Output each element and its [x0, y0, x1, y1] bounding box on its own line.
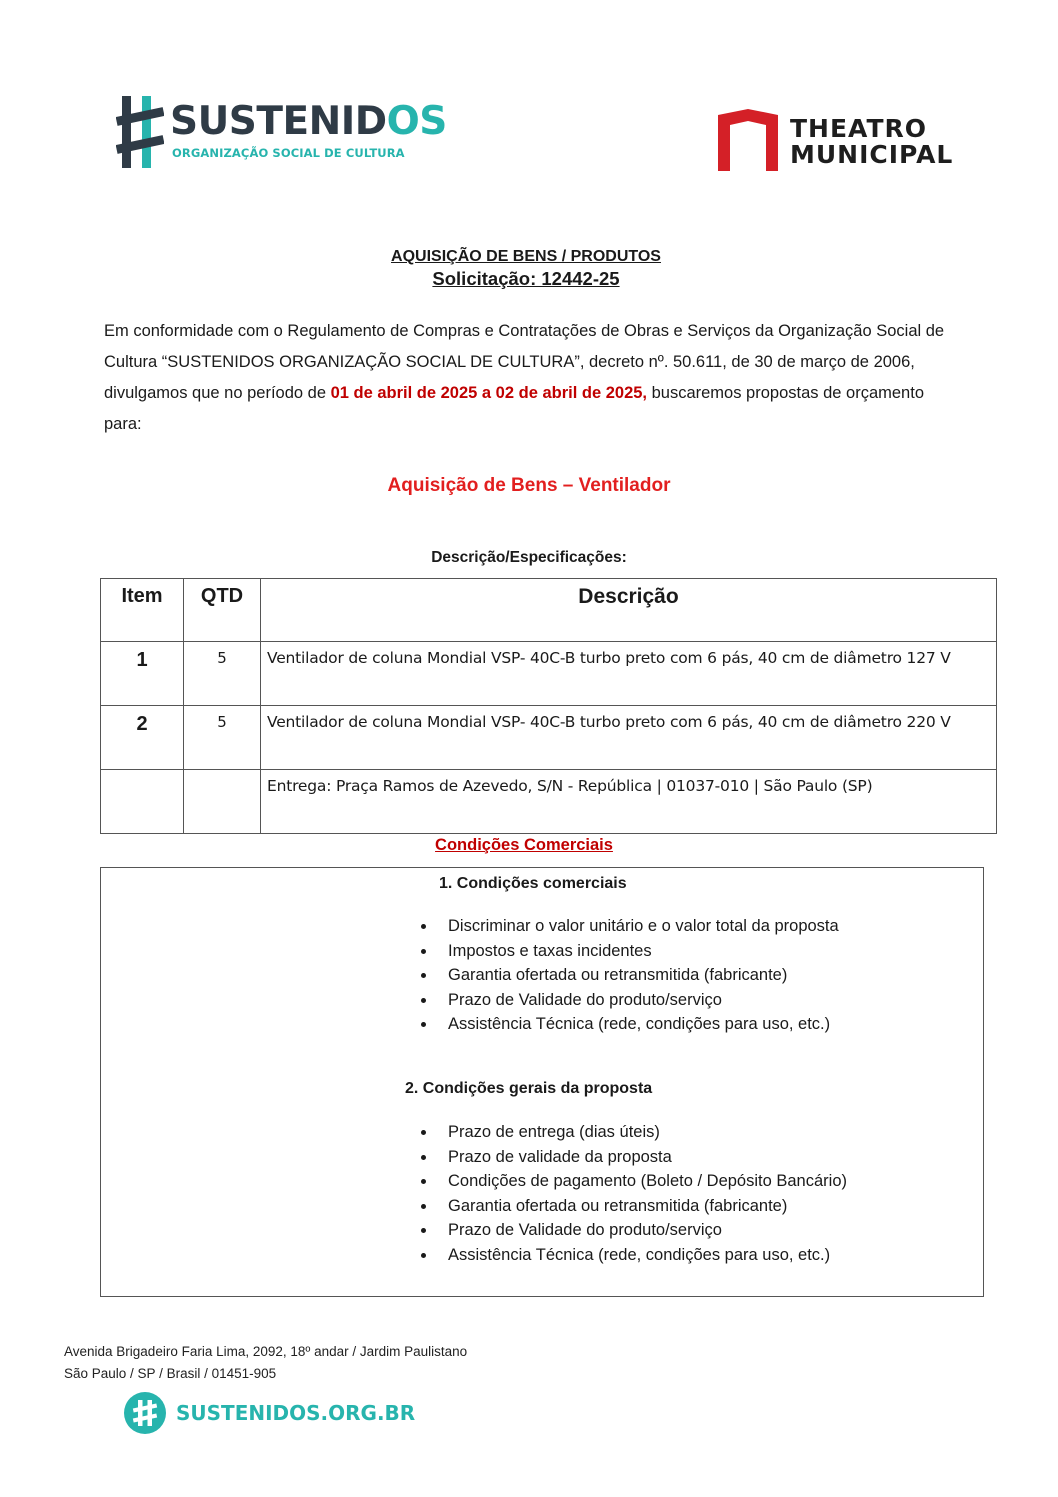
spec-heading: Descrição/Especificações: — [431, 549, 627, 566]
section1-list — [419, 914, 839, 1037]
period-highlight: 01 de abril de 2025 a 02 de abril de 2025, — [330, 384, 648, 402]
intro-paragraph: Em conformidade com o Regulamento de Compras e Contratações de Obras e Serviços da Organização Social de Cultura “SUSTENIDOS ORGANIZAÇÃO SOCIAL DE CULTURA”, decreto nº. 50.611, de 30 de março de 2006, divulgamos que no período de 01 de abril de 2025 a 02 de abril de 2025, buscaremos propostas de orçamento para: — [104, 322, 945, 433]
delivery-row — [101, 770, 997, 834]
hash-logo-icon — [116, 94, 164, 170]
table-row — [101, 642, 997, 706]
theatro-mark-icon — [716, 109, 780, 173]
footer-logo — [124, 1392, 416, 1434]
request-number: Solicitação: 12442-25 — [432, 268, 620, 289]
list-item: Prazo de Validade do produto/serviço — [419, 1218, 847, 1243]
footer-address-line1: Avenida Brigadeiro Faria Lima, 2092, 18º andar / Jardim Paulistano — [64, 1344, 468, 1359]
hash-circle-icon — [124, 1392, 166, 1434]
list-item: Garantia ofertada ou retransmitida (fabricante) — [419, 1194, 847, 1219]
list-item: Prazo de Validade do produto/serviço — [419, 988, 839, 1013]
sustenidos-logo — [116, 94, 447, 170]
sustenidos-logo-name: SUSTENIDOS — [170, 99, 447, 144]
object-title: Aquisição de Bens – Ventilador — [387, 475, 671, 496]
row-qtd: 5 — [184, 706, 261, 770]
row-item: 2 — [101, 706, 184, 770]
table-header-row — [101, 579, 997, 642]
section1-title: 1. Condições comerciais — [439, 875, 627, 892]
empty-cell — [184, 770, 261, 834]
theatro-municipal-logo — [716, 109, 956, 173]
list-item: Garantia ofertada ou retransmitida (fabricante) — [419, 963, 839, 988]
row-item: 1 — [101, 642, 184, 706]
footer-url[interactable]: SUSTENIDOS.ORG.BR — [176, 1401, 416, 1425]
row-qtd: 5 — [184, 642, 261, 706]
list-item: Condições de pagamento (Boleto / Depósito Bancário) — [419, 1169, 847, 1194]
conditions-heading: Condições Comerciais — [435, 836, 613, 854]
row-desc: Ventilador de coluna Mondial VSP- 40C-B turbo preto com 6 pás, 40 cm de diâmetro 220 V — [261, 706, 997, 770]
items-table — [100, 578, 997, 834]
footer-address-line2: São Paulo / SP / Brasil / 01451-905 — [64, 1366, 277, 1381]
theatro-logo-line1: THEATRO — [790, 114, 928, 143]
list-item: Prazo de entrega (dias úteis) — [419, 1120, 847, 1145]
empty-cell — [101, 770, 184, 834]
header-item: Item — [101, 579, 184, 642]
sustenidos-logo-tagline: ORGANIZAÇÃO SOCIAL DE CULTURA — [172, 146, 405, 160]
list-item: Assistência Técnica (rede, condições para uso, etc.) — [419, 1243, 847, 1268]
section2-list — [419, 1120, 847, 1268]
list-item: Prazo de validade da proposta — [419, 1145, 847, 1170]
header-desc: Descrição — [261, 579, 997, 642]
theatro-logo-line2: MUNICIPAL — [790, 140, 954, 169]
table-row — [101, 706, 997, 770]
document-title: AQUISIÇÃO DE BENS / PRODUTOS — [391, 248, 661, 265]
list-item: Impostos e taxas incidentes — [419, 939, 839, 964]
list-item: Discriminar o valor unitário e o valor total da proposta — [419, 914, 839, 939]
header-qtd: QTD — [184, 579, 261, 642]
list-item: Assistência Técnica (rede, condições para uso, etc.) — [419, 1012, 839, 1037]
delivery-address: Entrega: Praça Ramos de Azevedo, S/N - República | 01037-010 | São Paulo (SP) — [261, 770, 997, 834]
conditions-box — [100, 867, 984, 1297]
section2-title: 2. Condições gerais da proposta — [405, 1080, 653, 1097]
row-desc: Ventilador de coluna Mondial VSP- 40C-B turbo preto com 6 pás, 40 cm de diâmetro 127 V — [261, 642, 997, 706]
